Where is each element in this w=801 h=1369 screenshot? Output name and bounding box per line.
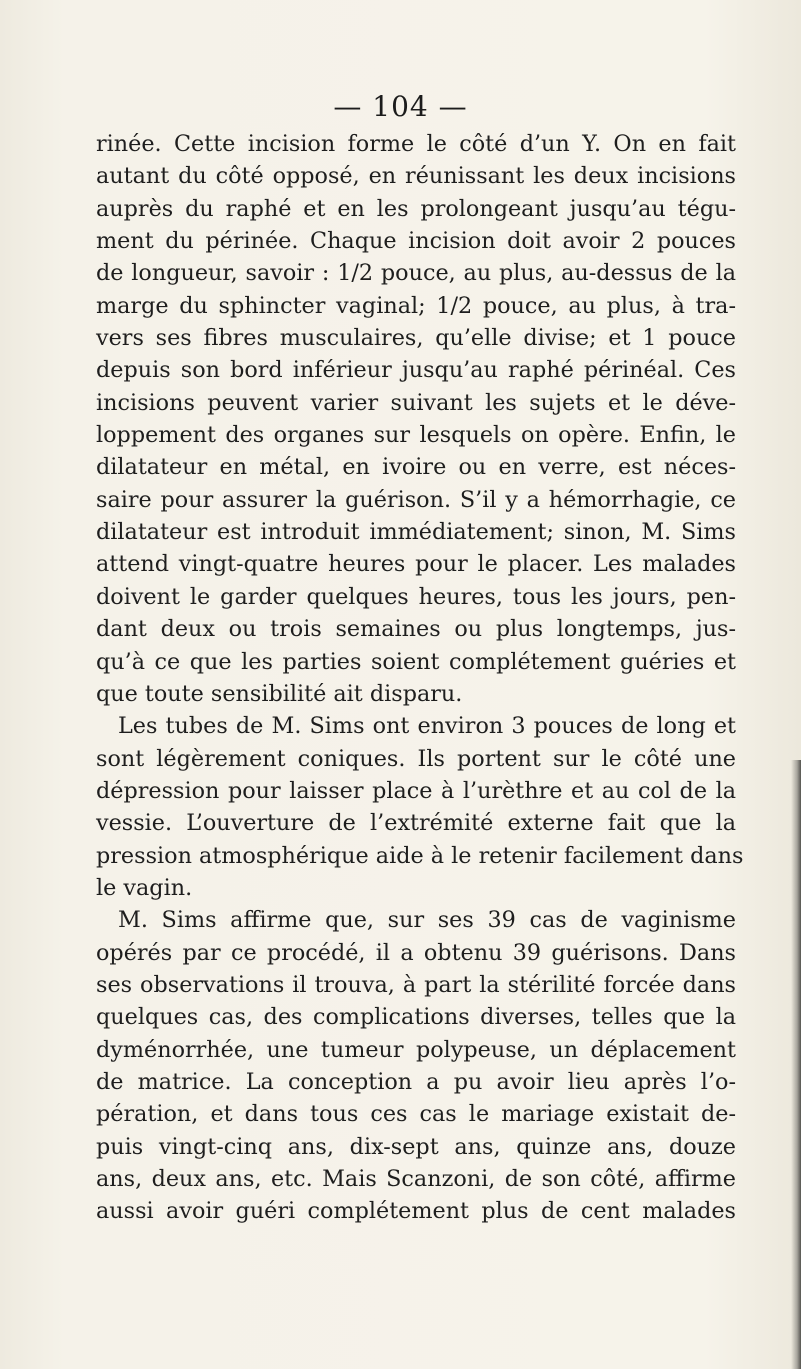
- text-line: auprès du raphé et en les prolongeant jusqu’au tégu-: [96, 195, 736, 222]
- text-line: le vagin.: [96, 874, 193, 901]
- text-line: ses observations il trouva, à part la stérilité forcée dans: [96, 971, 736, 998]
- text-line: dilatateur en métal, en ivoire ou en verre, est néces-: [96, 454, 736, 481]
- text-line: quelques cas, des complications diverses, telles que la: [96, 1004, 736, 1031]
- text-line: sont légèrement coniques. Ils portent sur le côté une: [96, 745, 736, 772]
- text-line: Les tubes de M. Sims ont environ 3 pouces de long et: [118, 713, 736, 740]
- body-text: [96, 128, 744, 1228]
- text-line: aussi avoir guéri complétement plus de cent malades: [96, 1198, 736, 1225]
- text-line: pression atmosphérique aide à le retenir facilement dans: [96, 842, 744, 869]
- text-line: M. Sims affirme que, sur ses 39 cas de vaginisme: [118, 907, 736, 934]
- text-line: dépression pour laisser place à l’urèthre et au col de la: [96, 777, 736, 804]
- page-number: — 104 —: [333, 90, 468, 123]
- text-line: rinée. Cette incision forme le côté d’un Y. On en fait: [96, 131, 736, 157]
- text-line: loppement des organes sur lesquels on opère. Enfin, le: [96, 422, 736, 449]
- text-line: marge du sphincter vaginal; 1/2 pouce, au plus, à tra-: [96, 292, 736, 319]
- text-line: autant du côté opposé, en réunissant les deux incisions: [96, 163, 736, 190]
- text-line: que toute sensibilité ait disparu.: [96, 680, 463, 707]
- text-line: vers ses fibres musculaires, qu’elle divise; et 1 pouce: [96, 325, 736, 352]
- text-line: qu’à ce que les parties soient complétement guéries et: [96, 648, 736, 675]
- text-line: dyménorrhée, une tumeur polypeuse, un déplacement: [96, 1036, 736, 1063]
- text-line: opérés par ce procédé, il a obtenu 39 guérisons. Dans: [96, 939, 736, 966]
- text-line: incisions peuvent varier suivant les sujets et le déve-: [96, 389, 736, 416]
- text-line: ans, deux ans, etc. Mais Scanzoni, de son côté, affirme: [96, 1166, 736, 1192]
- text-line: puis vingt-cinq ans, dix-sept ans, quinze ans, douze: [96, 1133, 736, 1160]
- text-line: dilatateur est introduit immédiatement; sinon, M. Sims: [96, 519, 736, 546]
- text-line: vessie. L’ouverture de l’extrémité externe fait que la: [96, 810, 736, 837]
- text-line: dant deux ou trois semaines ou plus longtemps, jus-: [96, 616, 736, 643]
- text-line: doivent le garder quelques heures, tous les jours, pen-: [96, 583, 736, 610]
- text-line: attend vingt-quatre heures pour le placer. Les malades: [96, 551, 736, 578]
- text-line: de matrice. La conception a pu avoir lieu après l’o-: [96, 1068, 736, 1095]
- text-line: ment du périnée. Chaque incision doit avoir 2 pouces: [96, 228, 736, 255]
- text-line: de longueur, savoir : 1/2 pouce, au plus, au-dessus de la: [96, 260, 736, 287]
- text-line: pération, et dans tous ces cas le mariage existait de-: [96, 1101, 736, 1128]
- page-edge-shadow: [791, 760, 801, 1369]
- text-line: depuis son bord inférieur jusqu’au raphé périnéal. Ces: [96, 357, 736, 384]
- text-line: saire pour assurer la guérison. S’il y a hémorrhagie, ce: [96, 486, 736, 513]
